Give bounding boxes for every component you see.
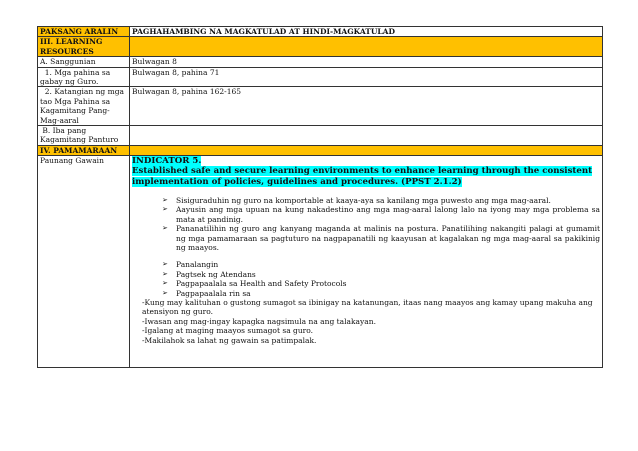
paunang-gawain-label: Paunang Gawain [38,156,130,368]
paksang-aralin-label: PAKSANG ARALIN [38,27,130,37]
list-item: ➢ Panalangin [162,260,219,270]
lesson-title: PAGHAHAMBING NA MAGKATULAD AT HINDI-MAGKATULAD [130,27,603,37]
arrow-bullet-icon: ➢ [162,205,168,214]
pamamaraan-heading: IV. PAMAMARAAN [38,145,130,155]
indicator-text: Established safe and secure learning environments to enhance learning through the consistent implementation of policies, guidelines and procedures. (PPST 2.1.2) [132,166,593,187]
preliminary-activities-list [132,260,600,298]
arrow-bullet-icon: ➢ [162,224,168,233]
resource-row [38,126,603,146]
header-row [38,27,603,37]
classroom-setup-list [132,196,600,252]
classroom-rules [132,298,600,345]
arrow-bullet-icon: ➢ [162,288,168,297]
rule-line: -Kung may kalituhan o gustong sumagot sa ibinigay na katanungan, itaas nang maayos ang kamay upang makuha ang atensiyon ng guro. [142,297,593,317]
paunang-gawain-row [38,156,603,368]
learning-resources-empty-cell [130,37,603,57]
resource-value [130,126,603,146]
rule-line: -Makilahok sa lahat ng gawain sa patimpalak. [142,335,317,345]
indicator-title: INDICATOR 5. [132,156,202,167]
learning-resources-section-row [38,37,603,57]
resource-label: 2. Katangian ng mga tao Mga Pahina sa Kagamitang Pang-Mag-aaral [38,87,130,126]
rule-line: -Iwasan ang mag-ingay kapagka nagsimula na ang talakayan. [142,316,376,326]
resource-row [38,67,603,87]
list-item: ➢ Pagpapaalala sa Health and Safety Protocols [162,279,347,289]
pamamaraan-section-row [38,145,603,155]
resource-value: Bulwagan 8, pahina 71 [130,67,603,87]
pamamaraan-empty-cell [130,145,603,155]
arrow-bullet-icon: ➢ [162,260,168,269]
list-item: ➢ Pananatilihin ng guro ang kanyang maganda at malinis na postura. Panatilihing nakangiti palagi at gumamit ng mga pamamaraan sa pagtuturo na nagpapanatili ng kaayusan at kagalakan ng mga mag-aaral sa pakikinig ng maayos. [162,224,600,252]
list-item: ➢ Aayusin ang mga upuan na kung nakadestino ang mga mag-aaral lalong lalo na iyong may mga problema sa mata at pandinig. [162,205,600,224]
resource-value: Bulwagan 8, pahina 162-165 [130,87,603,126]
resource-label: A. Sanggunian [38,57,130,67]
arrow-bullet-icon: ➢ [162,195,168,204]
resource-value: Bulwagan 8 [130,57,603,67]
resource-label: B. Iba pang Kagamitang Panturo [38,126,130,146]
arrow-bullet-icon: ➢ [162,279,168,288]
list-item: ➢ Pagtsek ng Atendans [162,269,256,279]
resource-row [38,87,603,126]
resource-label: 1. Mga pahina sa gabay ng Guro. [38,67,130,87]
rule-line: -Igalang at maging maayos sumagot sa guro. [142,326,314,336]
list-item: ➢ Pagpapaalala rin sa [162,288,251,298]
resource-row [38,57,603,67]
arrow-bullet-icon: ➢ [162,269,168,278]
list-item: ➢ Sisiguraduhin ng guro na komportable at kaaya-aya sa kanilang mga puwesto ang mga mag-aaral. [162,195,551,205]
lesson-plan-table [37,26,603,368]
learning-resources-heading: III. LEARNING RESOURCES [38,37,130,57]
indicator-block [132,156,600,187]
paunang-gawain-content [130,156,603,368]
